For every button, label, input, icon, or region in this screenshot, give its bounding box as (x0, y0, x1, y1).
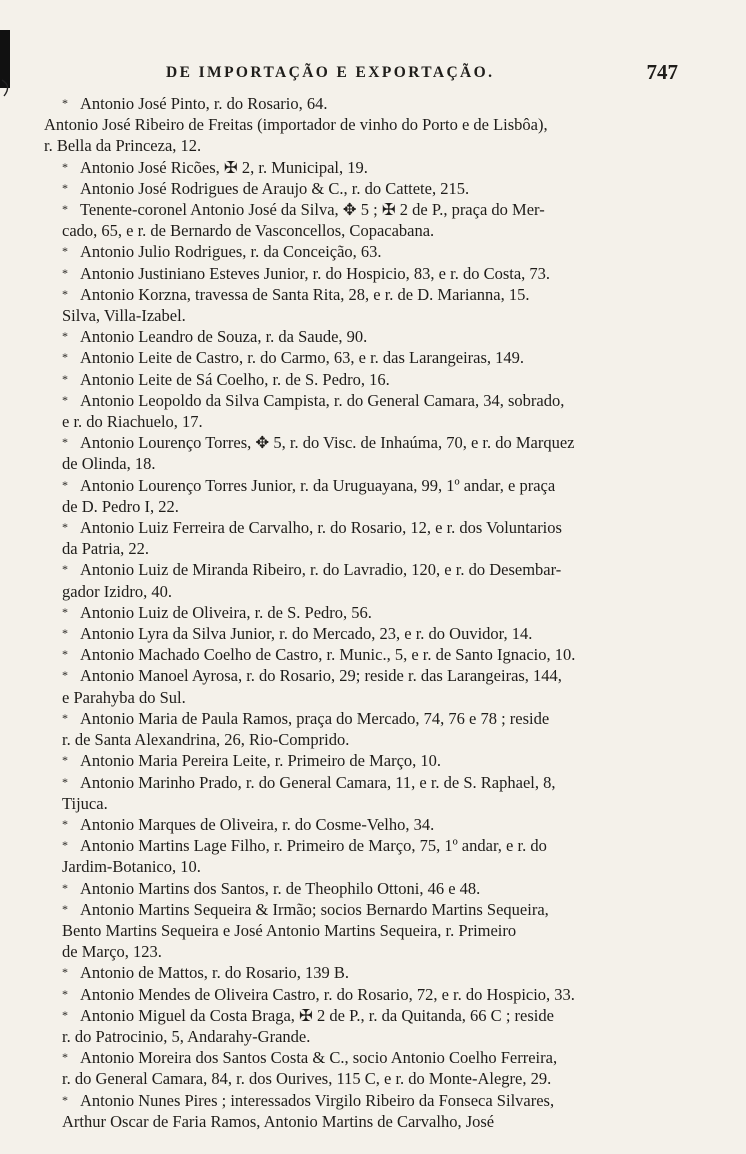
entry-line: Antonio Leandro de Souza, r. da Saude, 90. (80, 327, 368, 347)
entry-line: Antonio Marinho Prado, r. do General Camara, 11, e r. de S. Raphael, 8, (80, 772, 556, 792)
entry-line: Antonio Luiz Ferreira de Carvalho, r. do Rosario, 12, e r. dos Voluntarios (80, 518, 562, 538)
asterisk-marker-icon: * (62, 350, 68, 365)
entry-line: Antonio Julio Rodrigues, r. da Conceição, 63. (80, 242, 382, 262)
entry-line: Antonio José Ribeiro de Freitas (importador de vinho do Porto e de Lisbôa), (44, 115, 548, 135)
directory-entry (44, 1005, 692, 1047)
directory-entry (44, 559, 692, 601)
directory-entry (44, 962, 692, 983)
asterisk-marker-icon: * (62, 562, 68, 577)
directory-entry (44, 708, 692, 750)
asterisk-marker-icon: * (62, 965, 68, 980)
entry-line: Antonio Justiniano Esteves Junior, r. do Hospicio, 83, e r. do Costa, 73. (80, 263, 551, 283)
asterisk-marker-icon: * (62, 1092, 68, 1107)
asterisk-marker-icon: * (62, 880, 68, 895)
directory-entry (44, 241, 692, 262)
entry-line: Antonio Martins Lage Filho, r. Primeiro de Março, 75, 1º andar, e r. do (80, 836, 547, 856)
directory-entry (44, 1090, 692, 1132)
asterisk-marker-icon: * (62, 604, 68, 619)
entry-continuation-line: Jardim-Botanico, 10. (62, 857, 201, 877)
running-title: DE IMPORTAÇÃO E EXPORTAÇÃO. (166, 64, 495, 81)
asterisk-marker-icon: * (62, 520, 68, 535)
entry-line: Antonio José Ricões, ✠ 2, r. Municipal, 19. (80, 157, 368, 177)
directory-entry (44, 644, 692, 665)
directory-entry (44, 772, 692, 814)
entry-line: Antonio Machado Coelho de Castro, r. Munic., 5, e r. de Santo Ignacio, 10. (80, 645, 576, 665)
page-header (160, 60, 680, 90)
directory-entry (44, 263, 692, 284)
entry-continuation-line: e r. do Riachuelo, 17. (62, 412, 203, 432)
asterisk-marker-icon: * (62, 1007, 68, 1022)
directory-entry (44, 157, 692, 178)
entry-continuation-line: Tijuca. (62, 793, 108, 813)
directory-entry (44, 178, 692, 199)
entry-continuation-line: de Olinda, 18. (62, 454, 156, 474)
entry-continuation-line: Silva, Villa-Izabel. (62, 306, 186, 326)
entry-continuation-line: r. de Santa Alexandrina, 26, Rio-Comprido. (62, 730, 350, 750)
asterisk-marker-icon: * (62, 774, 68, 789)
entry-line: Antonio Maria de Paula Ramos, praça do Mercado, 74, 76 e 78 ; reside (80, 708, 550, 728)
directory-entry (44, 475, 692, 517)
directory-entry (44, 326, 692, 347)
entry-continuation-line: cado, 65, e r. de Bernardo de Vasconcellos, Copacabana. (62, 221, 435, 241)
asterisk-marker-icon: * (62, 392, 68, 407)
entry-line: Antonio Leite de Sá Coelho, r. de S. Pedro, 16. (80, 369, 390, 389)
directory-entry (44, 984, 692, 1005)
asterisk-marker-icon: * (62, 202, 68, 217)
entry-line: Antonio Luiz de Miranda Ribeiro, r. do Lavradio, 120, e r. do Desembar- (80, 560, 562, 580)
asterisk-marker-icon: * (62, 180, 68, 195)
entry-line: Antonio Martins Sequeira & Irmão; socios Bernardo Martins Sequeira, (80, 899, 549, 919)
entry-line: Antonio Marques de Oliveira, r. do Cosme-Velho, 34. (80, 814, 435, 834)
entry-continuation-line: Bento Martins Sequeira e José Antonio Martins Sequeira, r. Primeiro (62, 920, 517, 940)
entry-line: Antonio José Pinto, r. do Rosario, 64. (80, 94, 328, 113)
entry-continuation-line: r. Bella da Princeza, 12. (44, 136, 202, 156)
entry-continuation-line: r. do General Camara, 84, r. dos Ourives, 115 C, e r. do Monte-Alegre, 29. (62, 1069, 552, 1089)
entry-continuation-line: Arthur Oscar de Faria Ramos, Antonio Martins de Carvalho, José (62, 1111, 495, 1131)
entry-line: Antonio Luiz de Oliveira, r. de S. Pedro, 56. (80, 602, 372, 622)
asterisk-marker-icon: * (62, 647, 68, 662)
entry-line: Antonio Lyra da Silva Junior, r. do Mercado, 23, e r. do Ouvidor, 14. (80, 624, 533, 644)
directory-entry (44, 878, 692, 899)
entry-continuation-line: da Patria, 22. (62, 539, 150, 559)
entry-line: Antonio Martins dos Santos, r. de Theophilo Ottoni, 46 e 48. (80, 878, 481, 898)
asterisk-marker-icon: * (62, 901, 68, 916)
entry-line: Tenente-coronel Antonio José da Silva, ✥ 5 ; ✠ 2 de P., praça do Mer- (80, 200, 545, 220)
asterisk-marker-icon: * (62, 244, 68, 259)
entry-line: Antonio Mendes de Oliveira Castro, r. do Rosario, 72, e r. do Hospicio, 33. (80, 984, 575, 1004)
directory-entry (44, 369, 692, 390)
directory-entry (44, 899, 692, 963)
asterisk-marker-icon: * (62, 1050, 68, 1065)
asterisk-marker-icon: * (62, 986, 68, 1001)
directory-entry (44, 665, 692, 707)
asterisk-marker-icon: * (62, 626, 68, 641)
directory-entry (44, 199, 692, 241)
entry-line: Antonio Lourenço Torres Junior, r. da Uruguayana, 99, 1º andar, e praça (80, 475, 556, 495)
asterisk-marker-icon: * (62, 286, 68, 301)
asterisk-marker-icon: * (62, 753, 68, 768)
asterisk-marker-icon: * (62, 159, 68, 174)
directory-entry (44, 347, 692, 368)
directory-entry (44, 750, 692, 771)
page-number: 747 (646, 60, 678, 84)
directory-entry (44, 517, 692, 559)
entry-line: Antonio Leopoldo da Silva Campista, r. do General Camara, 34, sobrado, (80, 390, 565, 410)
directory-entry (44, 1047, 692, 1089)
asterisk-marker-icon: * (62, 265, 68, 280)
directory-entry (44, 93, 692, 114)
entry-line: Antonio Leite de Castro, r. do Carmo, 63, e r. das Larangeiras, 149. (80, 348, 525, 368)
asterisk-marker-icon: * (62, 668, 68, 683)
directory-entry (44, 390, 692, 432)
directory-entry (44, 432, 692, 474)
entry-continuation-line: r. do Patrocinio, 5, Andarahy-Grande. (62, 1026, 311, 1046)
entry-continuation-line: de D. Pedro I, 22. (62, 496, 179, 516)
asterisk-marker-icon: * (62, 435, 68, 450)
directory-entry (44, 602, 692, 623)
asterisk-marker-icon: * (62, 96, 68, 110)
asterisk-marker-icon: * (62, 710, 68, 725)
asterisk-marker-icon: * (62, 477, 68, 492)
entry-line: Antonio Korzna, travessa de Santa Rita, 28, e r. de D. Marianna, 15. (80, 284, 530, 304)
entry-line: Antonio José Rodrigues de Araujo & C., r. do Cattete, 215. (80, 178, 470, 198)
asterisk-marker-icon: * (62, 371, 68, 386)
directory-entry (44, 114, 692, 156)
entry-list (44, 93, 692, 1132)
directory-entry (44, 835, 692, 877)
entry-continuation-line: gador Izidro, 40. (62, 581, 172, 601)
entry-line: Antonio de Mattos, r. do Rosario, 139 B. (80, 963, 350, 983)
entry-continuation-line: e Parahyba do Sul. (62, 687, 186, 707)
entry-continuation-line: de Março, 123. (62, 942, 162, 962)
asterisk-marker-icon: * (62, 838, 68, 853)
directory-entry (44, 284, 692, 326)
entry-line: Antonio Maria Pereira Leite, r. Primeiro de Março, 10. (80, 751, 442, 771)
directory-entry (44, 623, 692, 644)
asterisk-marker-icon: * (62, 329, 68, 344)
entry-line: Antonio Miguel da Costa Braga, ✠ 2 de P., r. da Quitanda, 66 C ; reside (80, 1005, 554, 1025)
entry-line: Antonio Lourenço Torres, ✥ 5, r. do Visc. de Inhaúma, 70, e r. do Marquez (80, 433, 575, 453)
directory-entry (44, 814, 692, 835)
entry-line: Antonio Nunes Pires ; interessados Virgilo Ribeiro da Fonseca Silvares, (80, 1090, 555, 1110)
entry-line: Antonio Moreira dos Santos Costa & C., socio Antonio Coelho Ferreira, (80, 1048, 558, 1068)
entry-line: Antonio Manoel Ayrosa, r. do Rosario, 29; reside r. das Larangeiras, 144, (80, 666, 562, 686)
scan-edge-curve (0, 78, 14, 98)
asterisk-marker-icon: * (62, 816, 68, 831)
